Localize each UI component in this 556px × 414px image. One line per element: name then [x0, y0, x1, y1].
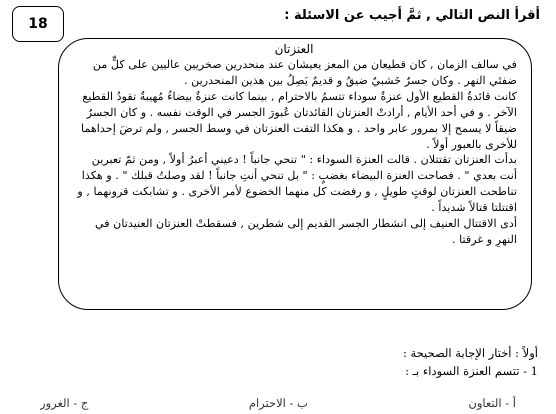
- question-1: 1 - تتسم العنزة السوداء بـ :: [405, 364, 538, 378]
- choice-b: ب - الاحترام: [248, 396, 308, 410]
- passage-paragraph-4: أدى الاقتتال العنيف إلى انشطار الجسر القديم إلى شطرين , فسقطتْ العنزتان العنيدتان في النهرِ و غرقتا .: [94, 217, 517, 246]
- passage-title: العنزتان: [274, 42, 314, 56]
- passage-paragraph-1: في سالف الزمان , كان قطيعان من المعز يعيشان عند منحدرين صخريين عاليين على كلٍّ من ضفتَي النهر . وكان جسرٌ خَشبيٌ ضيقٌ و قديمٌ يَصِلُ بين هذين المنحدرين .: [92, 58, 517, 87]
- choice-c: ج - الغرور: [40, 396, 89, 410]
- passage-paragraph-2: كانت قائدةُ القطيع الأول عنزةٌ سوداء تتسمُ بالاحترام , بينما كانت عنزةٌ بيضاءُ مُهيبةٌ تقودُ القطيع الآخر . و في أحد الأيام , أرادتْ العنزتان القائدتان عُبورَ الجسر في الوقت نفسه . و كان الجسرُ ضيقاً لا يسمح إلا بمرور عابر واحد . و هكذا التقت العنزتان في وسط الجسر , ولم ترضَ إحداهما للأخرى بالعبور أولاً .: [81, 89, 517, 151]
- choices-row-cut-off: [40, 394, 516, 414]
- passage-paragraph-3: بدأت العنزتان تقتتلان . قالت العنزة السوداء : " تنحي جانباً ! دعيني أعبرُ أولاً , ومن ثمّ تعبرين أنت بعدي " . فصاحت العنزة البيضاء بغضبٍ : " بل تنحي أنتِ جانباً ! لقد وصلتُ قبلك " . و هكذا تناطحت العنزتان لوقتٍ طويلٍ , و رفضت كل منهما الخضوع لأمر الأخرى . و تشابكت قرونهما , و اقتتلتا قتالاً شديداً .: [77, 153, 517, 215]
- page-number-box: [12, 6, 64, 42]
- section-label-multiple-choice: أولاً : أختار الإجابة الصحيحة :: [402, 346, 538, 360]
- choice-a: أ - التعاون: [468, 396, 516, 410]
- page-number: 18: [28, 16, 48, 32]
- passage-frame: [58, 38, 532, 310]
- reading-instruction: أقرأ النص التالي , ثمَّ أجيب عن الاسئلة :: [284, 8, 540, 23]
